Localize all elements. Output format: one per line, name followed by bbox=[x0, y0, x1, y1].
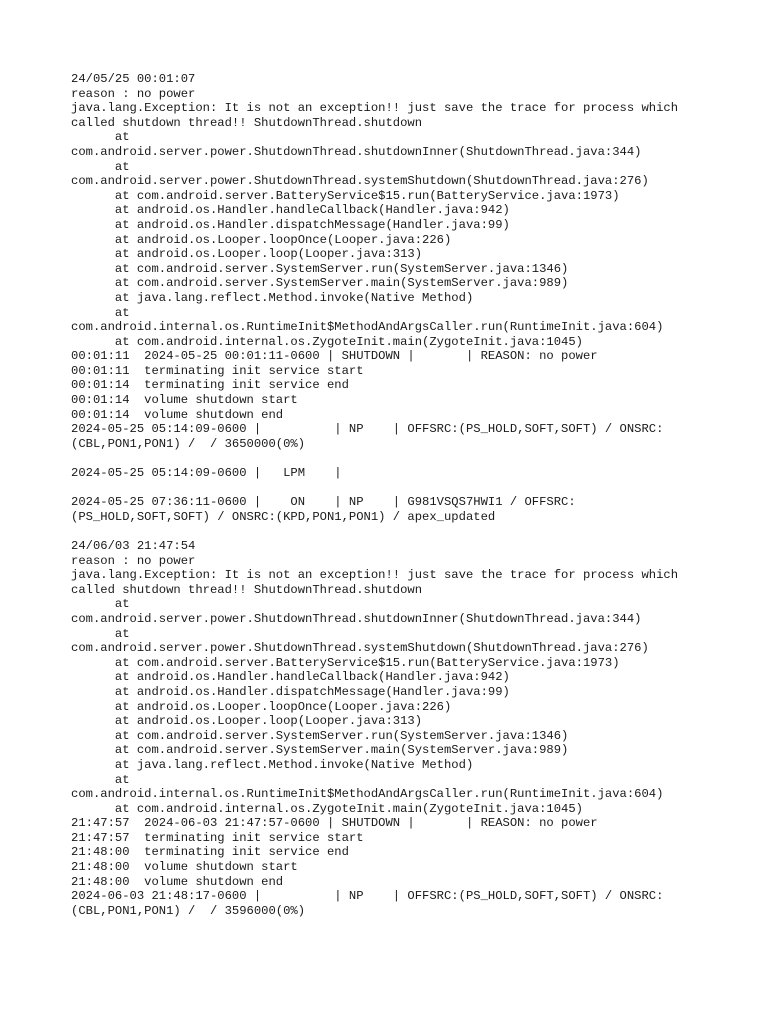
log-line: 24/05/25 00:01:07 bbox=[71, 72, 196, 86]
log-line: at com.android.internal.os.ZygoteInit.main(ZygoteInit.java:1045) bbox=[71, 334, 583, 349]
log-line: at bbox=[71, 305, 130, 320]
log-line: 21:48:00 terminating init service end bbox=[71, 845, 349, 860]
log-line: (CBL,PON1,PON1) / / 3650000(0%) bbox=[71, 436, 306, 451]
log-line: at bbox=[71, 130, 130, 145]
log-line: at com.android.internal.os.ZygoteInit.main(ZygoteInit.java:1045) bbox=[71, 801, 583, 816]
log-line: 21:47:57 terminating init service start bbox=[71, 830, 364, 845]
log-line: at com.android.server.BatteryService$15.run(BatteryService.java:1973) bbox=[71, 655, 620, 670]
log-line: com.android.server.power.ShutdownThread.systemShutdown(ShutdownThread.java:276) bbox=[71, 641, 649, 656]
log-line: 2024-05-25 05:14:09-0600 | LPM | bbox=[71, 466, 342, 481]
log-line: 00:01:14 volume shutdown end bbox=[71, 407, 284, 422]
log-line bbox=[71, 451, 751, 466]
log-line: 24/06/03 21:47:54 bbox=[71, 539, 196, 553]
log-line: com.android.internal.os.RuntimeInit$MethodAndArgsCaller.run(RuntimeInit.java:604) bbox=[71, 787, 664, 802]
log-line: at android.os.Handler.handleCallback(Handler.java:942) bbox=[71, 670, 510, 685]
log-line: 21:47:57 2024-06-03 21:47:57-0600 | SHUTDOWN | | REASON: no power bbox=[71, 816, 598, 831]
log-line: at bbox=[71, 626, 130, 641]
log-line: (PS_HOLD,SOFT,SOFT) / ONSRC:(KPD,PON1,PON1) / apex_updated bbox=[71, 509, 496, 524]
log-line: 21:48:00 volume shutdown end bbox=[71, 874, 284, 889]
log-line: at java.lang.reflect.Method.invoke(Native Method) bbox=[71, 757, 474, 772]
log-line: at android.os.Handler.dispatchMessage(Handler.java:99) bbox=[71, 684, 510, 699]
log-line: 21:48:00 volume shutdown start bbox=[71, 860, 298, 875]
log-line: at bbox=[71, 597, 130, 612]
log-line: java.lang.Exception: It is not an exception!! just save the trace for process which bbox=[71, 101, 679, 116]
log-line: at com.android.server.SystemServer.main(SystemServer.java:989) bbox=[71, 276, 569, 291]
log-line: called shutdown thread!! ShutdownThread.shutdown bbox=[71, 582, 423, 597]
log-line: com.android.server.power.ShutdownThread.systemShutdown(ShutdownThread.java:276) bbox=[71, 174, 649, 189]
log-line: com.android.server.power.ShutdownThread.shutdownInner(ShutdownThread.java:344) bbox=[71, 144, 642, 159]
log-line: (CBL,PON1,PON1) / / 3596000(0%) bbox=[71, 903, 306, 918]
log-line: 00:01:14 volume shutdown start bbox=[71, 393, 298, 408]
log-line: at com.android.server.SystemServer.main(SystemServer.java:989) bbox=[71, 743, 569, 758]
log-line: at com.android.server.SystemServer.run(SystemServer.java:1346) bbox=[71, 261, 569, 276]
log-line bbox=[71, 481, 751, 496]
log-line: at android.os.Handler.handleCallback(Handler.java:942) bbox=[71, 203, 510, 218]
log-line: at android.os.Looper.loopOnce(Looper.java:226) bbox=[71, 232, 452, 247]
log-line: at android.os.Looper.loop(Looper.java:313) bbox=[71, 714, 423, 729]
log-line: reason : no power bbox=[71, 86, 196, 101]
log-line: java.lang.Exception: It is not an exception!! just save the trace for process which bbox=[71, 568, 679, 583]
log-line: at java.lang.reflect.Method.invoke(Native Method) bbox=[71, 290, 474, 305]
log-line: at bbox=[71, 772, 130, 787]
log-line: com.android.server.power.ShutdownThread.shutdownInner(ShutdownThread.java:344) bbox=[71, 611, 642, 626]
log-line: 2024-06-03 21:48:17-0600 | | NP | OFFSRC:(PS_HOLD,SOFT,SOFT) / ONSRC: bbox=[71, 889, 664, 904]
log-line: 2024-05-25 05:14:09-0600 | | NP | OFFSRC:(PS_HOLD,SOFT,SOFT) / ONSRC: bbox=[71, 422, 664, 437]
log-document bbox=[71, 72, 751, 918]
log-line: at com.android.server.BatteryService$15.run(BatteryService.java:1973) bbox=[71, 188, 620, 203]
log-line: 00:01:11 2024-05-25 00:01:11-0600 | SHUTDOWN | | REASON: no power bbox=[71, 349, 598, 364]
log-line: at com.android.server.SystemServer.run(SystemServer.java:1346) bbox=[71, 728, 569, 743]
log-line: com.android.internal.os.RuntimeInit$MethodAndArgsCaller.run(RuntimeInit.java:604) bbox=[71, 320, 664, 335]
log-line: at bbox=[71, 159, 130, 174]
log-line bbox=[71, 524, 751, 539]
log-line: at android.os.Handler.dispatchMessage(Handler.java:99) bbox=[71, 217, 510, 232]
log-line: called shutdown thread!! ShutdownThread.shutdown bbox=[71, 115, 423, 130]
log-line: reason : no power bbox=[71, 553, 196, 568]
log-line: 2024-05-25 07:36:11-0600 | ON | NP | G981VSQS7HWI1 / OFFSRC: bbox=[71, 495, 576, 510]
log-line: 00:01:14 terminating init service end bbox=[71, 378, 349, 393]
log-line: 00:01:11 terminating init service start bbox=[71, 363, 364, 378]
log-line: at android.os.Looper.loopOnce(Looper.java:226) bbox=[71, 699, 452, 714]
log-line: at android.os.Looper.loop(Looper.java:313) bbox=[71, 247, 423, 262]
